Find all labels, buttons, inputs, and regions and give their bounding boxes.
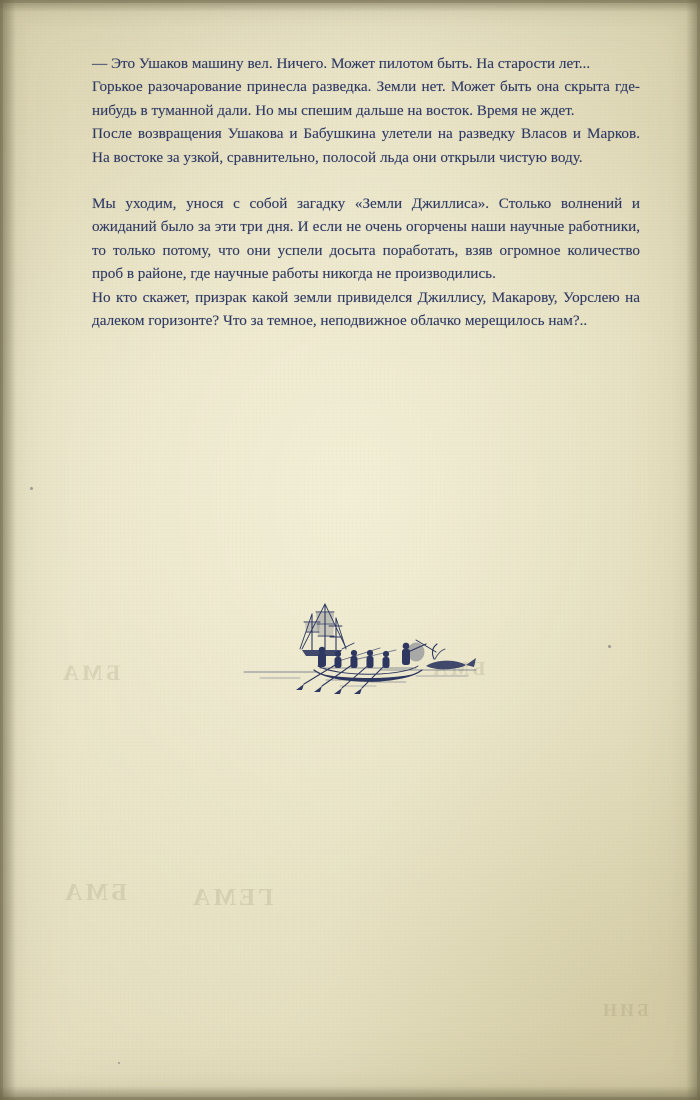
paragraph-3: После возвращения Ушакова и Бабушкина улетели на разведку Власов и Марков. На востоке за узкой, сравнительно, полосой льда они открыли чистую воду.	[92, 125, 640, 166]
ink-speck	[30, 487, 33, 490]
ink-speck	[118, 1062, 120, 1064]
scan-edge-left	[0, 0, 16, 1100]
ink-speck	[608, 645, 611, 648]
paragraph-4: Мы уходим, унося с собой загадку «Земли Джиллиса». Столько волнений и ожиданий было за эти три дня. И если не очень огорчены наши научные работники, то только потому, что они успели досыта поработать, взяв огромное количество проб в районе, где научные работы никогда не производились.	[92, 195, 640, 283]
whaleboat-illustration	[230, 580, 490, 720]
page-text-block	[62, 52, 640, 332]
paragraph-5: Но кто скажет, призрак какой земли привиделся Джиллису, Макарову, Уорслею на далеком горизонте? Что за темное, неподвижное облачко мерещилось нам?..	[92, 288, 640, 330]
paragraph-spacer	[62, 169, 640, 192]
bleedthrough-text: БИН	[600, 1000, 649, 1020]
scan-edge-right	[686, 0, 700, 1100]
bleedthrough-text: БМА	[60, 660, 121, 685]
paragraph-2: Горькое разочарование принесла разведка. Земли нет. Может быть она скрыта где-нибудь в туманной дали. Но мы спешим дальше на восток. Время не ждет.	[92, 78, 640, 119]
scan-edge-top	[0, 0, 700, 12]
scan-edge-bottom	[0, 1086, 700, 1100]
bleedthrough-text: БМА	[62, 880, 127, 906]
bleedthrough-text: ГЕМА	[190, 885, 274, 911]
bleedthrough-text: БМА	[430, 658, 486, 680]
paragraph-1: — Это Ушаков машину вел. Ничего. Может пилотом быть. На старости лет...	[92, 55, 591, 72]
